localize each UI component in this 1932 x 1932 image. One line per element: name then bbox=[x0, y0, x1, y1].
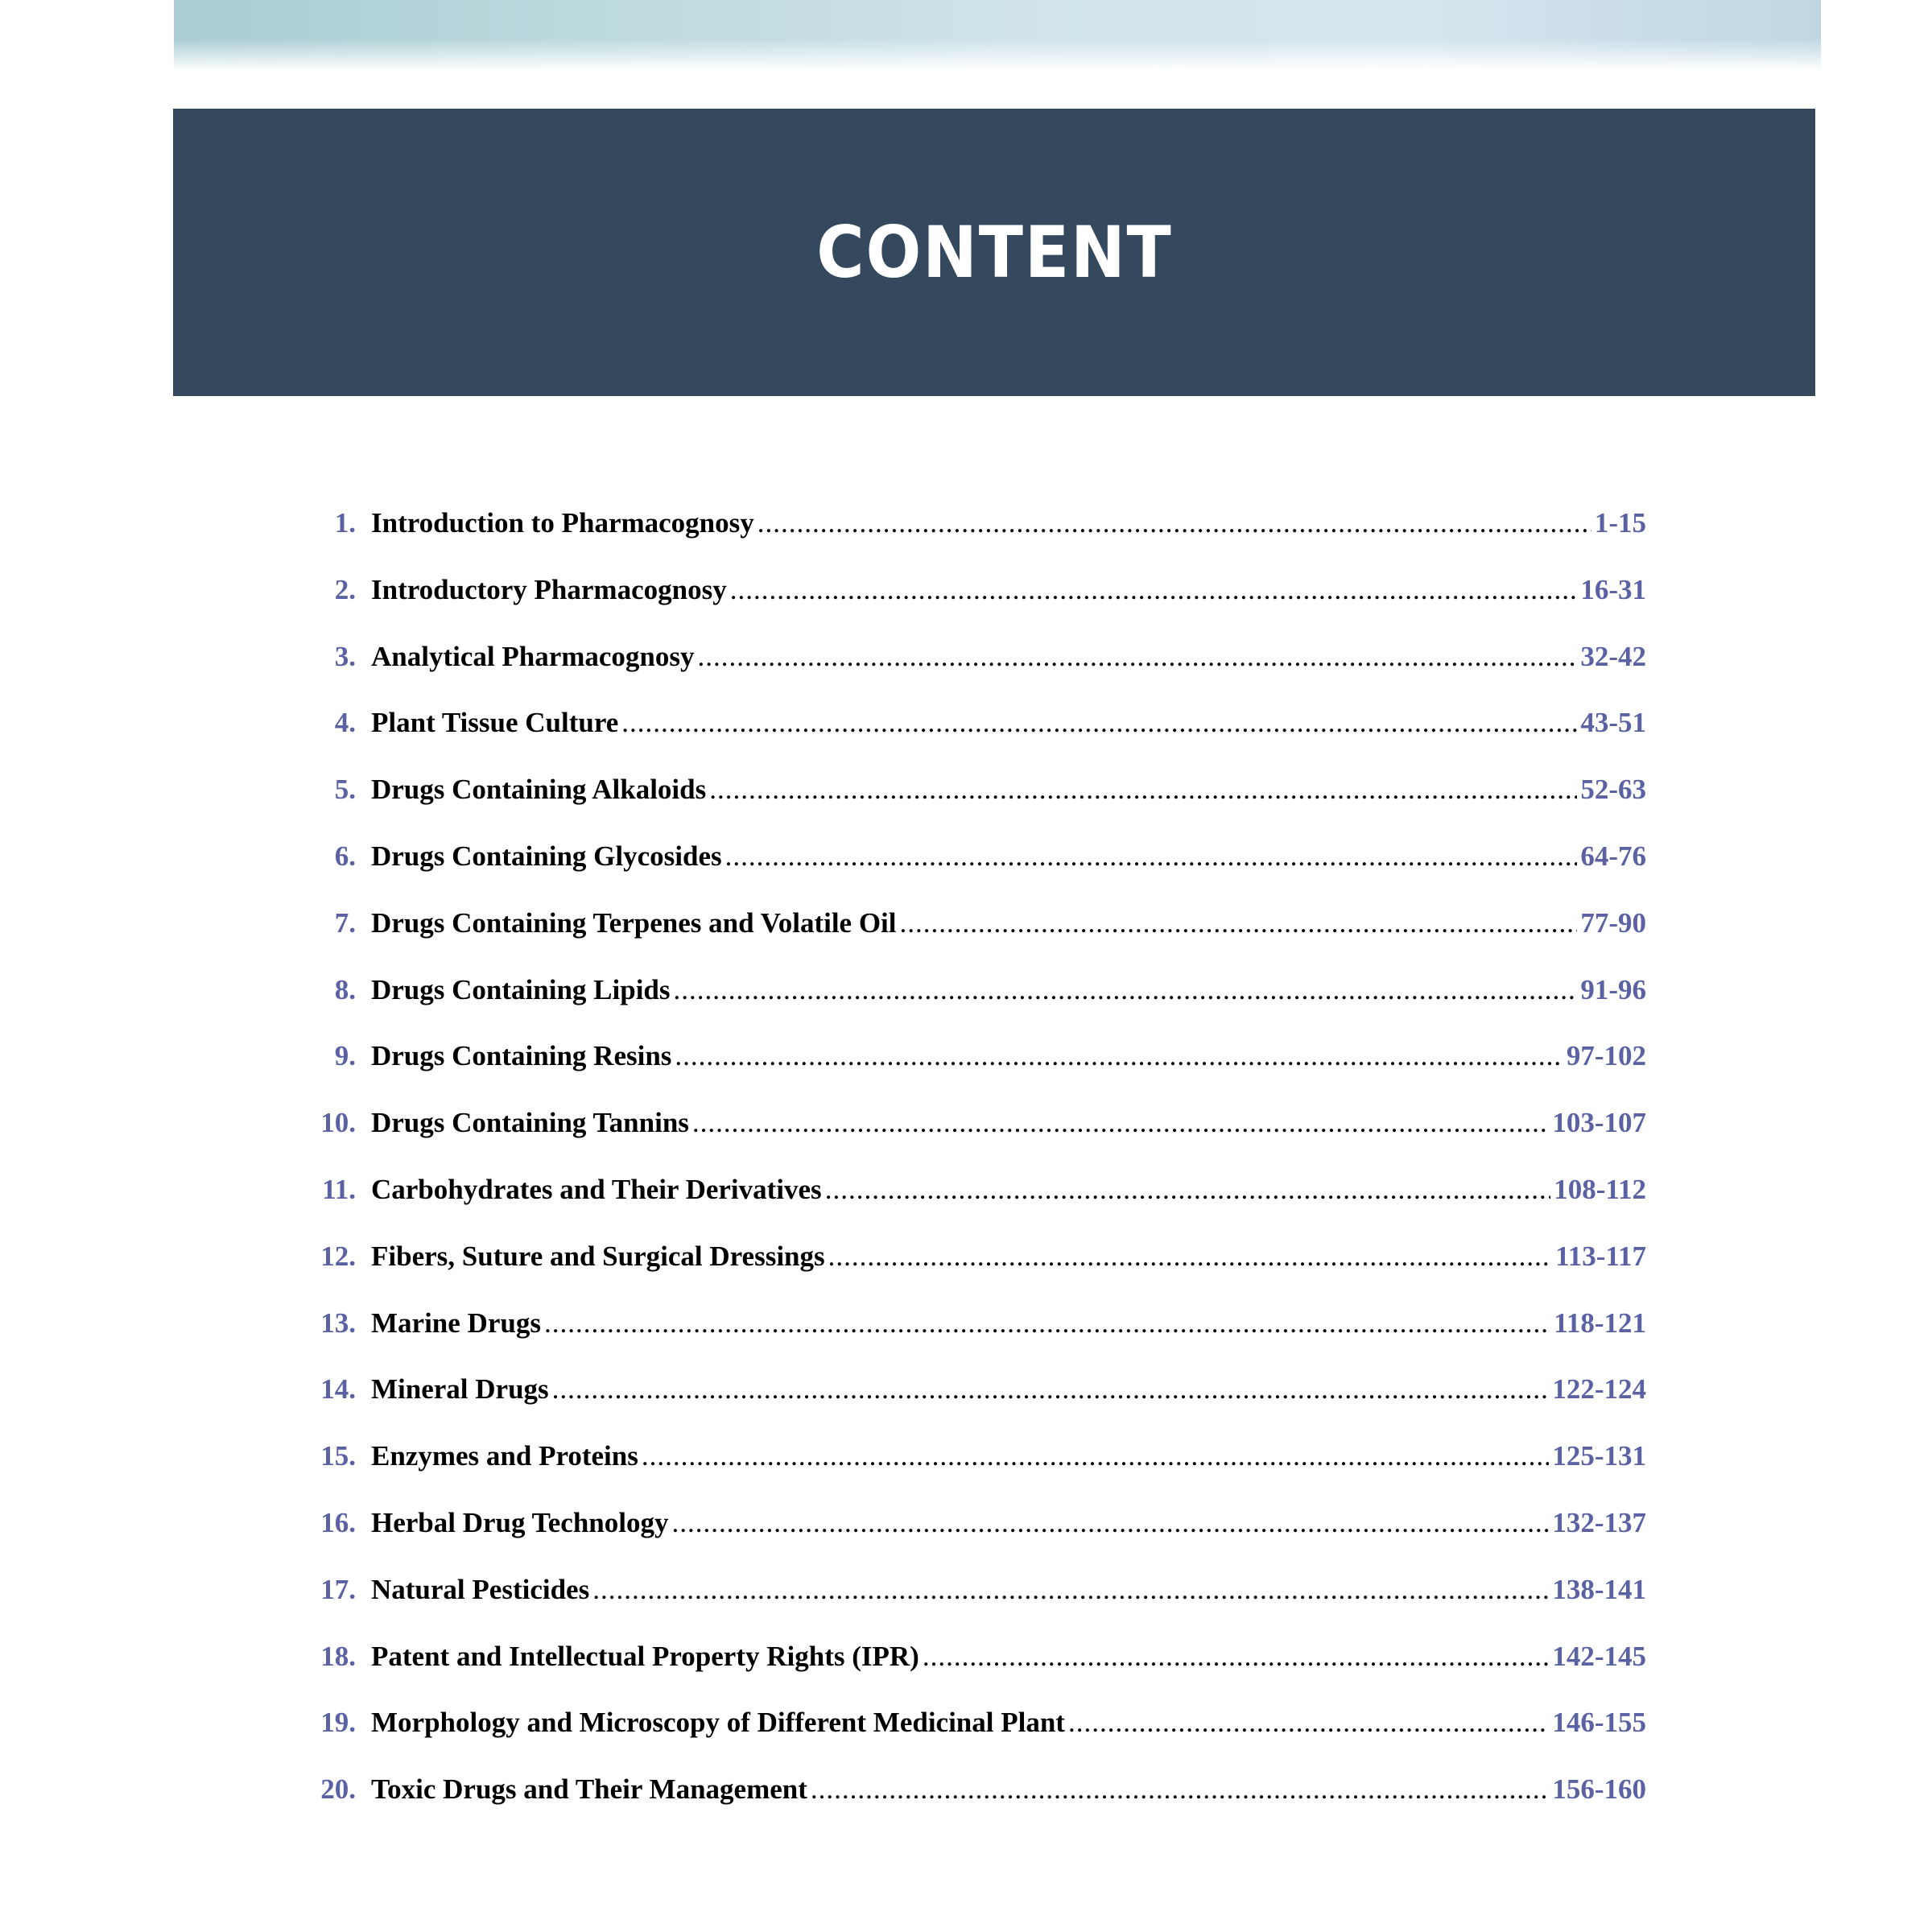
page-range: 113-117 bbox=[1555, 1240, 1646, 1272]
page-range: 64-76 bbox=[1580, 840, 1646, 872]
toc-entry[interactable] bbox=[306, 840, 1646, 907]
toc-entry[interactable] bbox=[306, 1373, 1646, 1440]
content-header bbox=[173, 109, 1815, 396]
chapter-number: 9. bbox=[334, 1040, 356, 1072]
toc-entry[interactable] bbox=[306, 1707, 1646, 1773]
toc-entry[interactable] bbox=[306, 907, 1646, 974]
chapter-title: Herbal Drug Technology bbox=[371, 1506, 669, 1538]
chapter-title: Enzymes and Proteins bbox=[371, 1440, 638, 1472]
toc-entry[interactable] bbox=[306, 1574, 1646, 1641]
dot-leader bbox=[544, 1307, 1550, 1340]
page-range: 132-137 bbox=[1552, 1506, 1646, 1538]
dot-leader bbox=[758, 507, 1591, 539]
page-range: 122-124 bbox=[1552, 1373, 1646, 1406]
chapter-title: Mineral Drugs bbox=[371, 1373, 549, 1406]
chapter-number: 15. bbox=[320, 1440, 356, 1472]
dot-leader bbox=[825, 1174, 1551, 1206]
toc-entry[interactable] bbox=[306, 1107, 1646, 1174]
chapter-title: Toxic Drugs and Their Management bbox=[371, 1773, 807, 1806]
dot-leader bbox=[828, 1241, 1553, 1273]
toc-entry[interactable] bbox=[306, 1440, 1646, 1507]
chapter-number: 10. bbox=[320, 1107, 356, 1139]
chapter-title: Natural Pesticides bbox=[371, 1573, 590, 1605]
toc-entry[interactable] bbox=[306, 1641, 1646, 1707]
toc-entry[interactable] bbox=[306, 1507, 1646, 1574]
toc-entry[interactable] bbox=[306, 641, 1646, 708]
dot-leader bbox=[725, 840, 1578, 873]
chapter-number: 3. bbox=[334, 640, 356, 672]
chapter-number: 19. bbox=[320, 1707, 356, 1739]
page-range: 32-42 bbox=[1580, 640, 1646, 672]
chapter-title: Plant Tissue Culture bbox=[371, 707, 619, 739]
dot-leader bbox=[674, 974, 1578, 1006]
chapter-title: Fibers, Suture and Surgical Dressings bbox=[371, 1240, 825, 1272]
chapter-number: 17. bbox=[320, 1573, 356, 1605]
dot-leader bbox=[642, 1440, 1549, 1472]
chapter-title: Patent and Intellectual Property Rights (IPR) bbox=[371, 1640, 919, 1672]
page-range: 103-107 bbox=[1552, 1107, 1646, 1139]
toc-entry[interactable] bbox=[306, 507, 1646, 574]
chapter-title: Introductory Pharmacognosy bbox=[371, 573, 727, 605]
dot-leader bbox=[671, 1507, 1549, 1539]
chapter-title: Analytical Pharmacognosy bbox=[371, 640, 695, 672]
page-range: 77-90 bbox=[1580, 906, 1646, 939]
dot-leader bbox=[675, 1040, 1563, 1072]
chapter-title: Introduction to Pharmacognosy bbox=[371, 507, 754, 539]
decorative-banner-image bbox=[174, 0, 1821, 71]
dot-leader bbox=[730, 574, 1578, 606]
chapter-number: 18. bbox=[320, 1640, 356, 1672]
dot-leader bbox=[621, 707, 1577, 739]
chapter-title: Drugs Containing Resins bbox=[371, 1040, 672, 1072]
toc-entry[interactable] bbox=[306, 707, 1646, 774]
page-range: 156-160 bbox=[1552, 1773, 1646, 1806]
page-range: 43-51 bbox=[1580, 707, 1646, 739]
chapter-number: 14. bbox=[320, 1373, 356, 1406]
dot-leader bbox=[698, 641, 1578, 673]
toc-entry[interactable] bbox=[306, 1040, 1646, 1107]
page-range: 91-96 bbox=[1580, 973, 1646, 1005]
chapter-title: Drugs Containing Tannins bbox=[371, 1107, 689, 1139]
dot-leader bbox=[811, 1773, 1549, 1806]
toc-entry[interactable] bbox=[306, 1773, 1646, 1840]
chapter-title: Drugs Containing Alkaloids bbox=[371, 774, 707, 806]
page-range: 1-15 bbox=[1594, 507, 1646, 539]
chapter-number: 8. bbox=[334, 973, 356, 1005]
toc-entry[interactable] bbox=[306, 974, 1646, 1041]
chapter-number: 1. bbox=[334, 507, 356, 539]
dot-leader bbox=[923, 1641, 1550, 1673]
table-of-contents bbox=[306, 507, 1646, 1840]
dot-leader bbox=[552, 1373, 1550, 1406]
chapter-number: 20. bbox=[320, 1773, 356, 1806]
page-range: 125-131 bbox=[1552, 1440, 1646, 1472]
chapter-number: 6. bbox=[334, 840, 356, 872]
toc-entry[interactable] bbox=[306, 774, 1646, 840]
chapter-number: 13. bbox=[320, 1307, 356, 1339]
page-range: 108-112 bbox=[1554, 1173, 1646, 1205]
page-range: 16-31 bbox=[1580, 573, 1646, 605]
chapter-title: Morphology and Microscopy of Different Medicinal Plant bbox=[371, 1707, 1065, 1739]
chapter-number: 11. bbox=[322, 1173, 356, 1205]
chapter-number: 4. bbox=[334, 707, 356, 739]
page-range: 118-121 bbox=[1554, 1307, 1646, 1339]
page-range: 146-155 bbox=[1552, 1707, 1646, 1739]
page-range: 142-145 bbox=[1552, 1640, 1646, 1672]
page-range: 97-102 bbox=[1566, 1040, 1646, 1072]
dot-leader bbox=[592, 1574, 1549, 1606]
chapter-title: Drugs Containing Terpenes and Volatile Oil bbox=[371, 906, 897, 939]
dot-leader bbox=[692, 1107, 1549, 1139]
toc-entry[interactable] bbox=[306, 574, 1646, 641]
chapter-title: Carbohydrates and Their Derivatives bbox=[371, 1173, 822, 1205]
page-title: CONTENT bbox=[815, 211, 1173, 294]
chapter-number: 2. bbox=[334, 573, 356, 605]
chapter-title: Marine Drugs bbox=[371, 1307, 541, 1339]
chapter-title: Drugs Containing Lipids bbox=[371, 973, 671, 1005]
chapter-number: 5. bbox=[334, 774, 356, 806]
page-range: 138-141 bbox=[1552, 1573, 1646, 1605]
dot-leader bbox=[900, 907, 1578, 939]
chapter-number: 16. bbox=[320, 1506, 356, 1538]
page-range: 52-63 bbox=[1580, 774, 1646, 806]
toc-entry[interactable] bbox=[306, 1241, 1646, 1307]
chapter-number: 12. bbox=[320, 1240, 356, 1272]
toc-entry[interactable] bbox=[306, 1174, 1646, 1241]
toc-entry[interactable] bbox=[306, 1307, 1646, 1374]
chapter-number: 7. bbox=[334, 906, 356, 939]
dot-leader bbox=[709, 774, 1577, 806]
chapter-title: Drugs Containing Glycosides bbox=[371, 840, 722, 872]
dot-leader bbox=[1068, 1707, 1549, 1739]
